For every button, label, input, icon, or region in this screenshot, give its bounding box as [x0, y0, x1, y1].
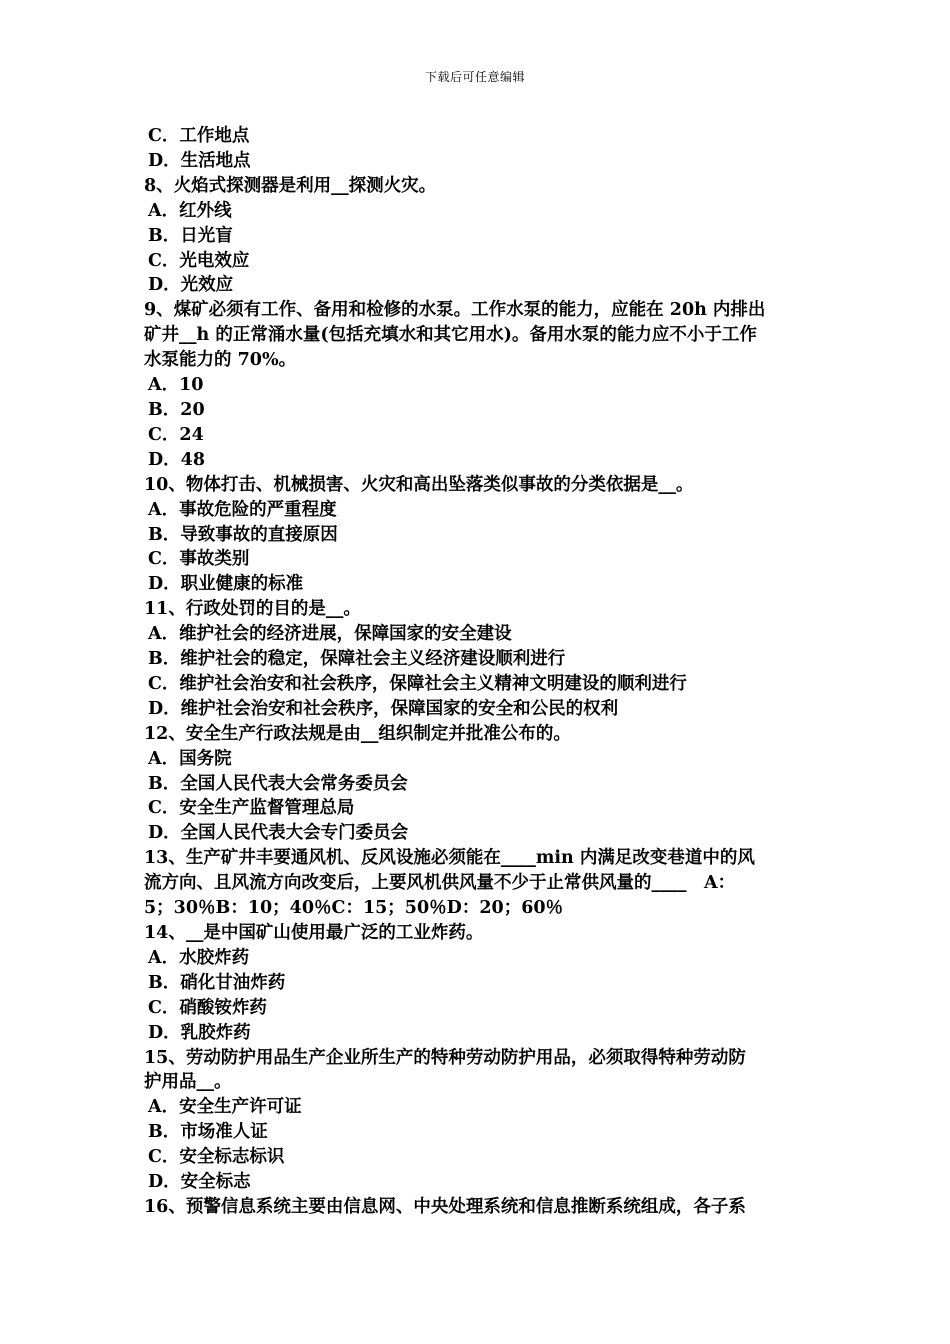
question-text: 矿井__h 的正常涌水量(包括充填水和其它用水)。备用水泵的能力应不小于工作 [144, 325, 757, 346]
answer-option: D．职业健康的标准 [148, 574, 304, 595]
question-text: 8、火焰式探测器是利用__探测火灾。 [144, 175, 437, 196]
answer-option: B．导致事故的直接原因 [148, 524, 338, 545]
answer-option: A．水胶炸药 [148, 947, 250, 968]
answer-option: B．市场准人证 [148, 1122, 268, 1143]
answer-option: C．事故类别 [148, 549, 250, 570]
answer-option: C．24 [148, 424, 204, 445]
answer-option: B．硝化甘油炸药 [148, 972, 286, 993]
answer-option: A．10 [148, 375, 204, 396]
answer-option: D．全国人民代表大会专门委员会 [148, 823, 409, 844]
answer-option: D．光效应 [148, 275, 234, 296]
answer-option: C．安全标志标识 [148, 1147, 285, 1168]
question-text: 13、生产矿井丰要通风机、反风设施必须能在____min 内满足改变巷道中的风 [144, 848, 755, 869]
answer-option: D．维护社会治安和社会秩序，保障国家的安全和公民的权利 [148, 698, 619, 719]
document-body [144, 124, 812, 1220]
question-text: 15、劳动防护用品生产企业所生产的特种劳动防护用品，必须取得特种劳动防 [144, 1047, 746, 1068]
answer-option: D．乳胶炸药 [148, 1022, 251, 1043]
page-header-note: 下载后可任意编辑 [424, 70, 525, 84]
question-text: 11、行政处罚的目的是__。 [144, 599, 361, 620]
question-text: 流方向、且风流方向改变后，上要风机供风量不少于止常供风量的____ A： [144, 873, 736, 894]
question-text: 护用品__。 [144, 1072, 232, 1093]
answer-option: A．事故危险的严重程度 [148, 499, 337, 520]
answer-option: C．维护社会治安和社会秩序，保障社会主义精神文明建设的顺利进行 [148, 673, 687, 694]
answer-option: B．维护社会的稳定，保障社会主义经济建设顺利进行 [148, 649, 566, 670]
question-text: 16、预警信息系统主要由信息网、中央处理系统和信息推断系统组成，各子系 [144, 1196, 746, 1217]
answer-option: B．日光盲 [148, 225, 233, 246]
question-text: 14、__是中国矿山使用最广泛的工业炸药。 [144, 923, 484, 943]
answer-option: A．国务院 [148, 748, 232, 769]
question-text: 9、煤矿必须有工作、备用和检修的水泵。工作水泵的能力，应能在 20h 内排出 [144, 300, 766, 321]
answer-option: A．维护社会的经济进展，保障国家的安全建设 [148, 624, 512, 645]
answer-option: A．安全生产许可证 [148, 1097, 302, 1118]
answer-option: C．工作地点 [148, 126, 250, 146]
answer-option: D．安全标志 [148, 1172, 251, 1193]
question-text: 12、安全生产行政法规是由__组织制定并批准公布的。 [144, 723, 571, 744]
answer-option: C．安全生产监督管理总局 [148, 798, 355, 819]
answer-option: B．全国人民代表大会常务委员会 [148, 773, 408, 794]
question-text: 5；30％B：10；40％C：15；50％D：20；60％ [144, 898, 564, 919]
answer-option: D．48 [148, 449, 206, 470]
question-text: 水泵能力的 70%。 [144, 350, 297, 371]
answer-option: C．光电效应 [148, 250, 250, 271]
answer-option: A．红外线 [148, 200, 232, 221]
answer-option: C．硝酸铵炸药 [148, 997, 267, 1018]
answer-option: D．生活地点 [148, 150, 251, 171]
question-text: 10、物体打击、机械损害、火灾和高出坠落类似事故的分类依据是__。 [144, 474, 694, 495]
answer-option: B．20 [148, 399, 205, 420]
